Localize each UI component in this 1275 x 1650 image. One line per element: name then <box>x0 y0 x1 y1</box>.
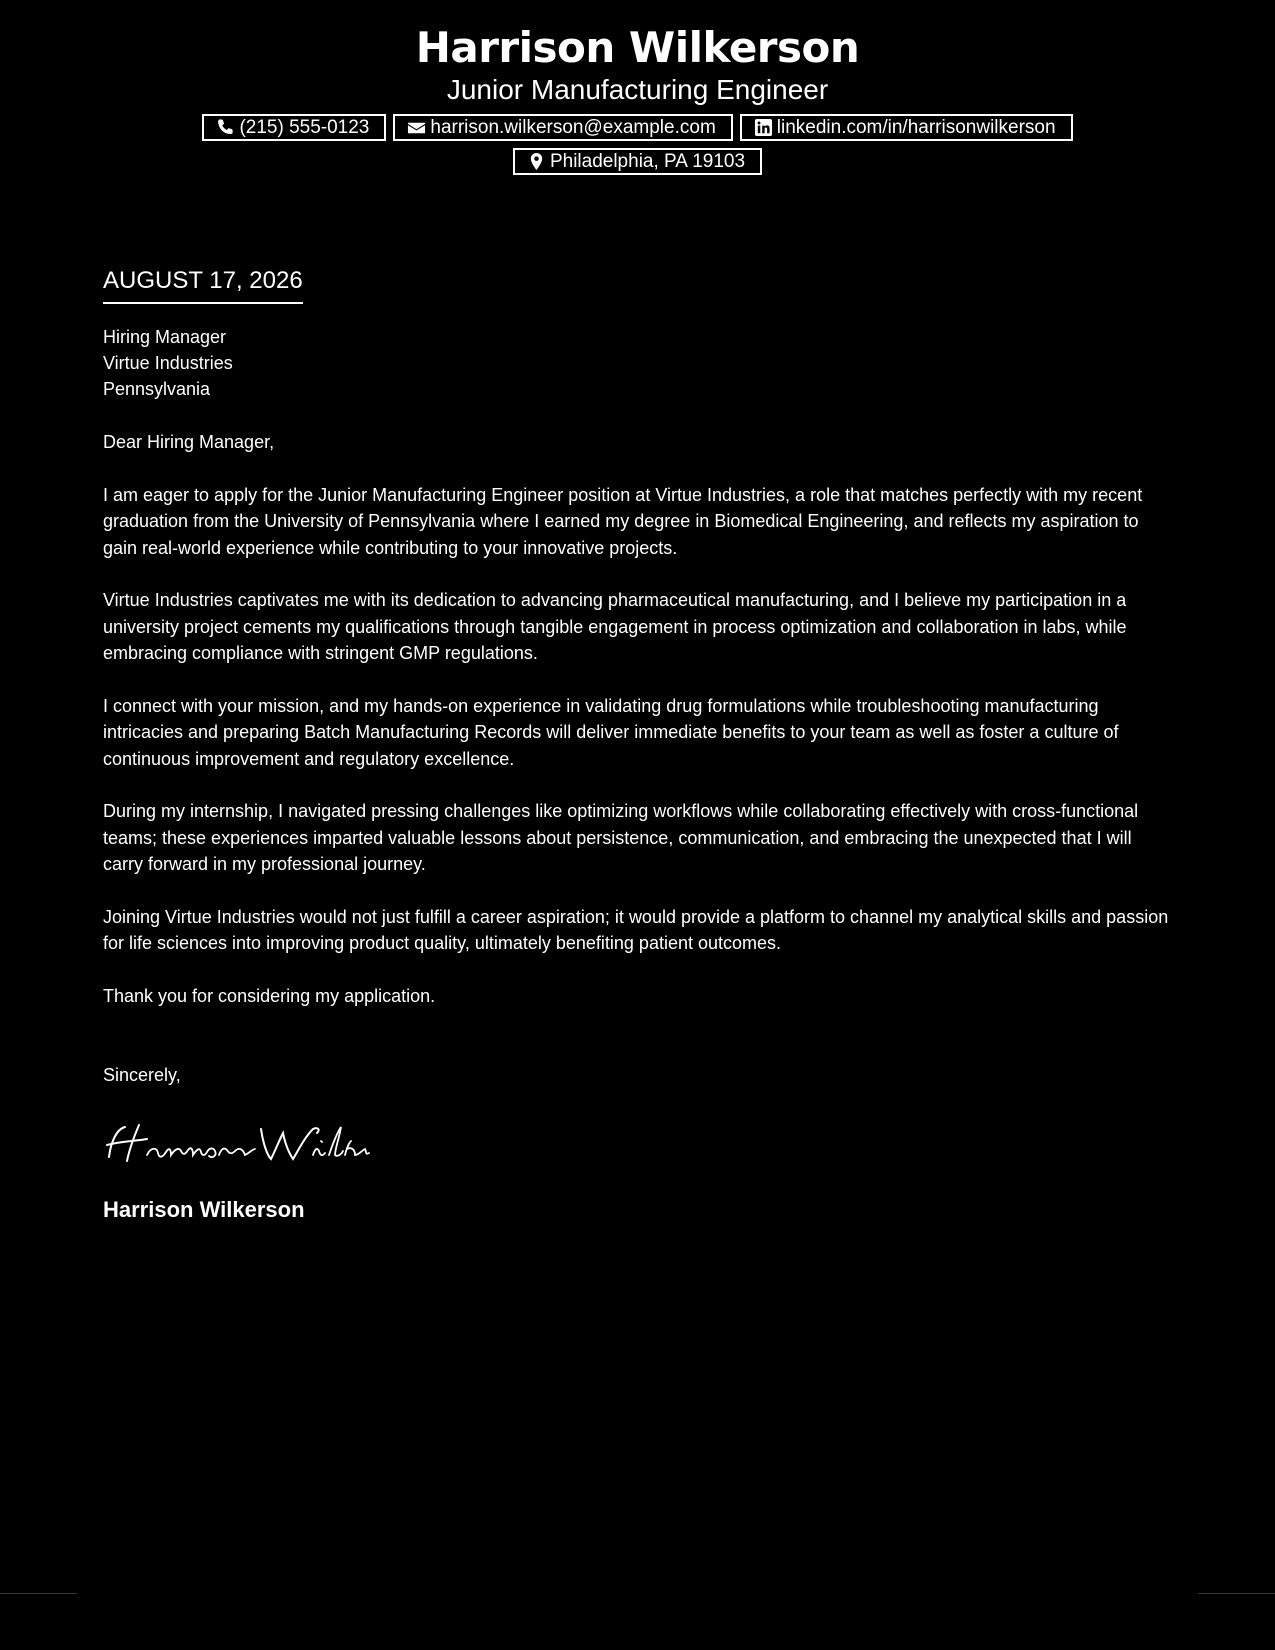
contact-row <box>0 114 1275 141</box>
signer-name: Harrison Wilkerson <box>103 1196 305 1222</box>
paragraph: During my internship, I navigated pressing challenges like optimizing workflows while collaborating effectively with cross-functional teams; these experiences imparted valuable lessons about persistence, communication, and embracing the unexpected that I will carry forward in my professional journey. <box>103 801 1139 874</box>
location-contact <box>513 148 762 175</box>
linkedin-contact[interactable] <box>740 114 1073 141</box>
letter-date: AUGUST 17, 2026 <box>103 264 303 304</box>
recipient-line: Hiring Manager <box>103 327 227 347</box>
linkedin-text: linkedin.com/in/harrisonwilkerson <box>776 117 1056 138</box>
email-contact[interactable] <box>393 114 732 141</box>
map-pin-icon <box>527 152 546 171</box>
phone-text: (215) 555-0123 <box>239 117 370 138</box>
footer-rule-left <box>0 1593 77 1594</box>
paragraph: I am eager to apply for the Junior Manufacturing Engineer position at Virtue Industries, a role that matches perfectly with my recent graduation from the University of Pennsylvania where I earned my degree in Biomedical Engineering, and reflects my aspiration to gain real-world experience while contributing to your innovative projects. <box>103 484 1143 558</box>
paragraph: I connect with your mission, and my hands-on experience in validating drug formulations while troubleshooting manufacturing intricacies and preparing Batch Manufacturing Records will deliver immediate benefits to your team as well as foster a culture of continuous improvement and regulatory excellence. <box>103 695 1119 769</box>
letter-body <box>103 264 1173 1224</box>
recipient-location: Pennsylvania <box>103 379 211 399</box>
handwritten-signature <box>103 1119 1173 1169</box>
envelope-icon <box>407 118 426 137</box>
phone-contact[interactable] <box>202 114 386 141</box>
linkedin-icon <box>754 118 773 137</box>
footer-rule-right <box>1198 1593 1275 1594</box>
email-text: harrison.wilkerson@example.com <box>430 117 716 138</box>
applicant-name: Harrison Wilkerson <box>415 23 860 72</box>
paragraph: Virtue Industries captivates me with its dedication to advancing pharmaceutical manufacturing, and I believe my participation in a university project cements my qualifications through tangible engagement in process optimization and collaboration in labs, while embracing compliance with stringent GMP regulations. <box>103 590 1127 663</box>
phone-icon <box>216 118 235 137</box>
paragraph: Thank you for considering my application. <box>103 985 436 1006</box>
paragraph: Joining Virtue Industries would not just fulfill a career aspiration; it would provide a platform to channel my analytical skills and passion for life sciences into improving product quality, ultimately benefiting patient outcomes. <box>103 906 1169 953</box>
location-text: Philadelphia, PA 19103 <box>549 151 746 172</box>
salutation: Dear Hiring Manager, <box>103 432 275 452</box>
recipient-company: Virtue Industries <box>103 353 233 373</box>
closing: Sincerely, <box>103 1065 181 1085</box>
applicant-job-title: Junior Manufacturing Engineer <box>446 74 829 105</box>
recipient-block <box>103 324 1173 402</box>
location-row <box>0 148 1275 175</box>
letter-header <box>0 22 1275 175</box>
